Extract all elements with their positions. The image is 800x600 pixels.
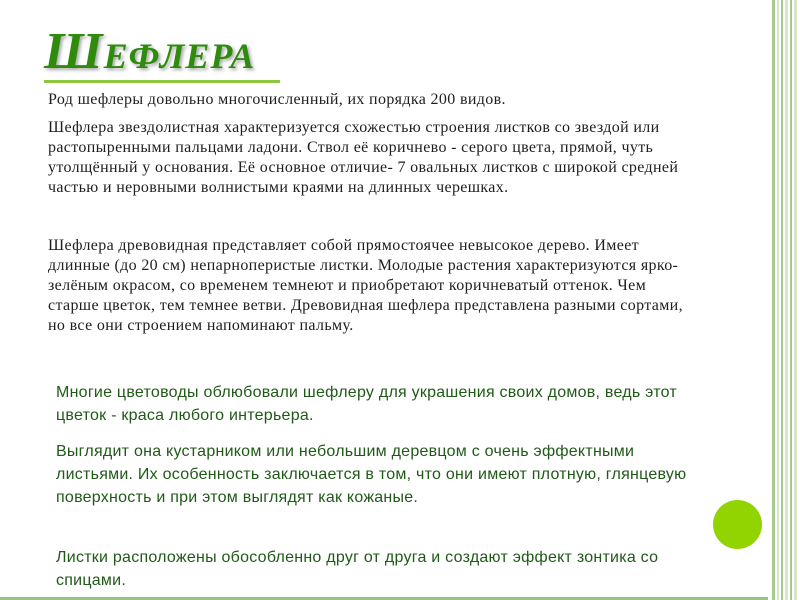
accent-dot [713, 500, 762, 549]
green-paragraph-1: Многие цветоводы облюбовали шефлеру для украшения своих домов, ведь этот цветок - краса любого интерьера. [56, 384, 677, 424]
tree-paragraph: Шефлера древовидная представляет собой прямостоячее невысокое дерево. Имеет длинные (до 20 см) непарноперистые листки. Молодые растения характеризуются ярко-зелёным окрасом, со временем темнеют и приобретают коричневатый оттенок. Чем старше цветок, тем темнее ветви. Древовидная шефлера представлена разными сортами, но все они строением напоминают пальму. [48, 237, 683, 334]
star-leaf-paragraph: Шефлера звездолистная характеризуется схожестью строения листков со звездой или растопыренными пальцами ладони. Ствол её коричнево - серого цвета, прямой, чуть утолщённый у основания. Её основное отличие- 7 овальных листков с широкой средней частью и неровными волнистыми краями на длинных черешках. [48, 119, 679, 196]
title-underline [44, 80, 280, 83]
title-rest: ЕФЛЕРА [103, 36, 256, 76]
title-first-letter: Ш [44, 23, 104, 80]
green-paragraph-2: Выглядит она кустарником или небольшим деревцом с очень эффектными листьями. Их особенность заключается в том, что они имеют плотную, глянцевую поверхность и при этом выглядят как кожаные. [56, 443, 687, 506]
intro-paragraph: Род шефлеры довольно многочисленный, их порядка 200 видов. [48, 91, 506, 108]
green-paragraph-3: Листки расположены обособленно друг от друга и создают эффект зонтика со спицами. [56, 549, 659, 589]
slide-title [44, 22, 255, 81]
side-stripes-decoration [768, 0, 800, 600]
